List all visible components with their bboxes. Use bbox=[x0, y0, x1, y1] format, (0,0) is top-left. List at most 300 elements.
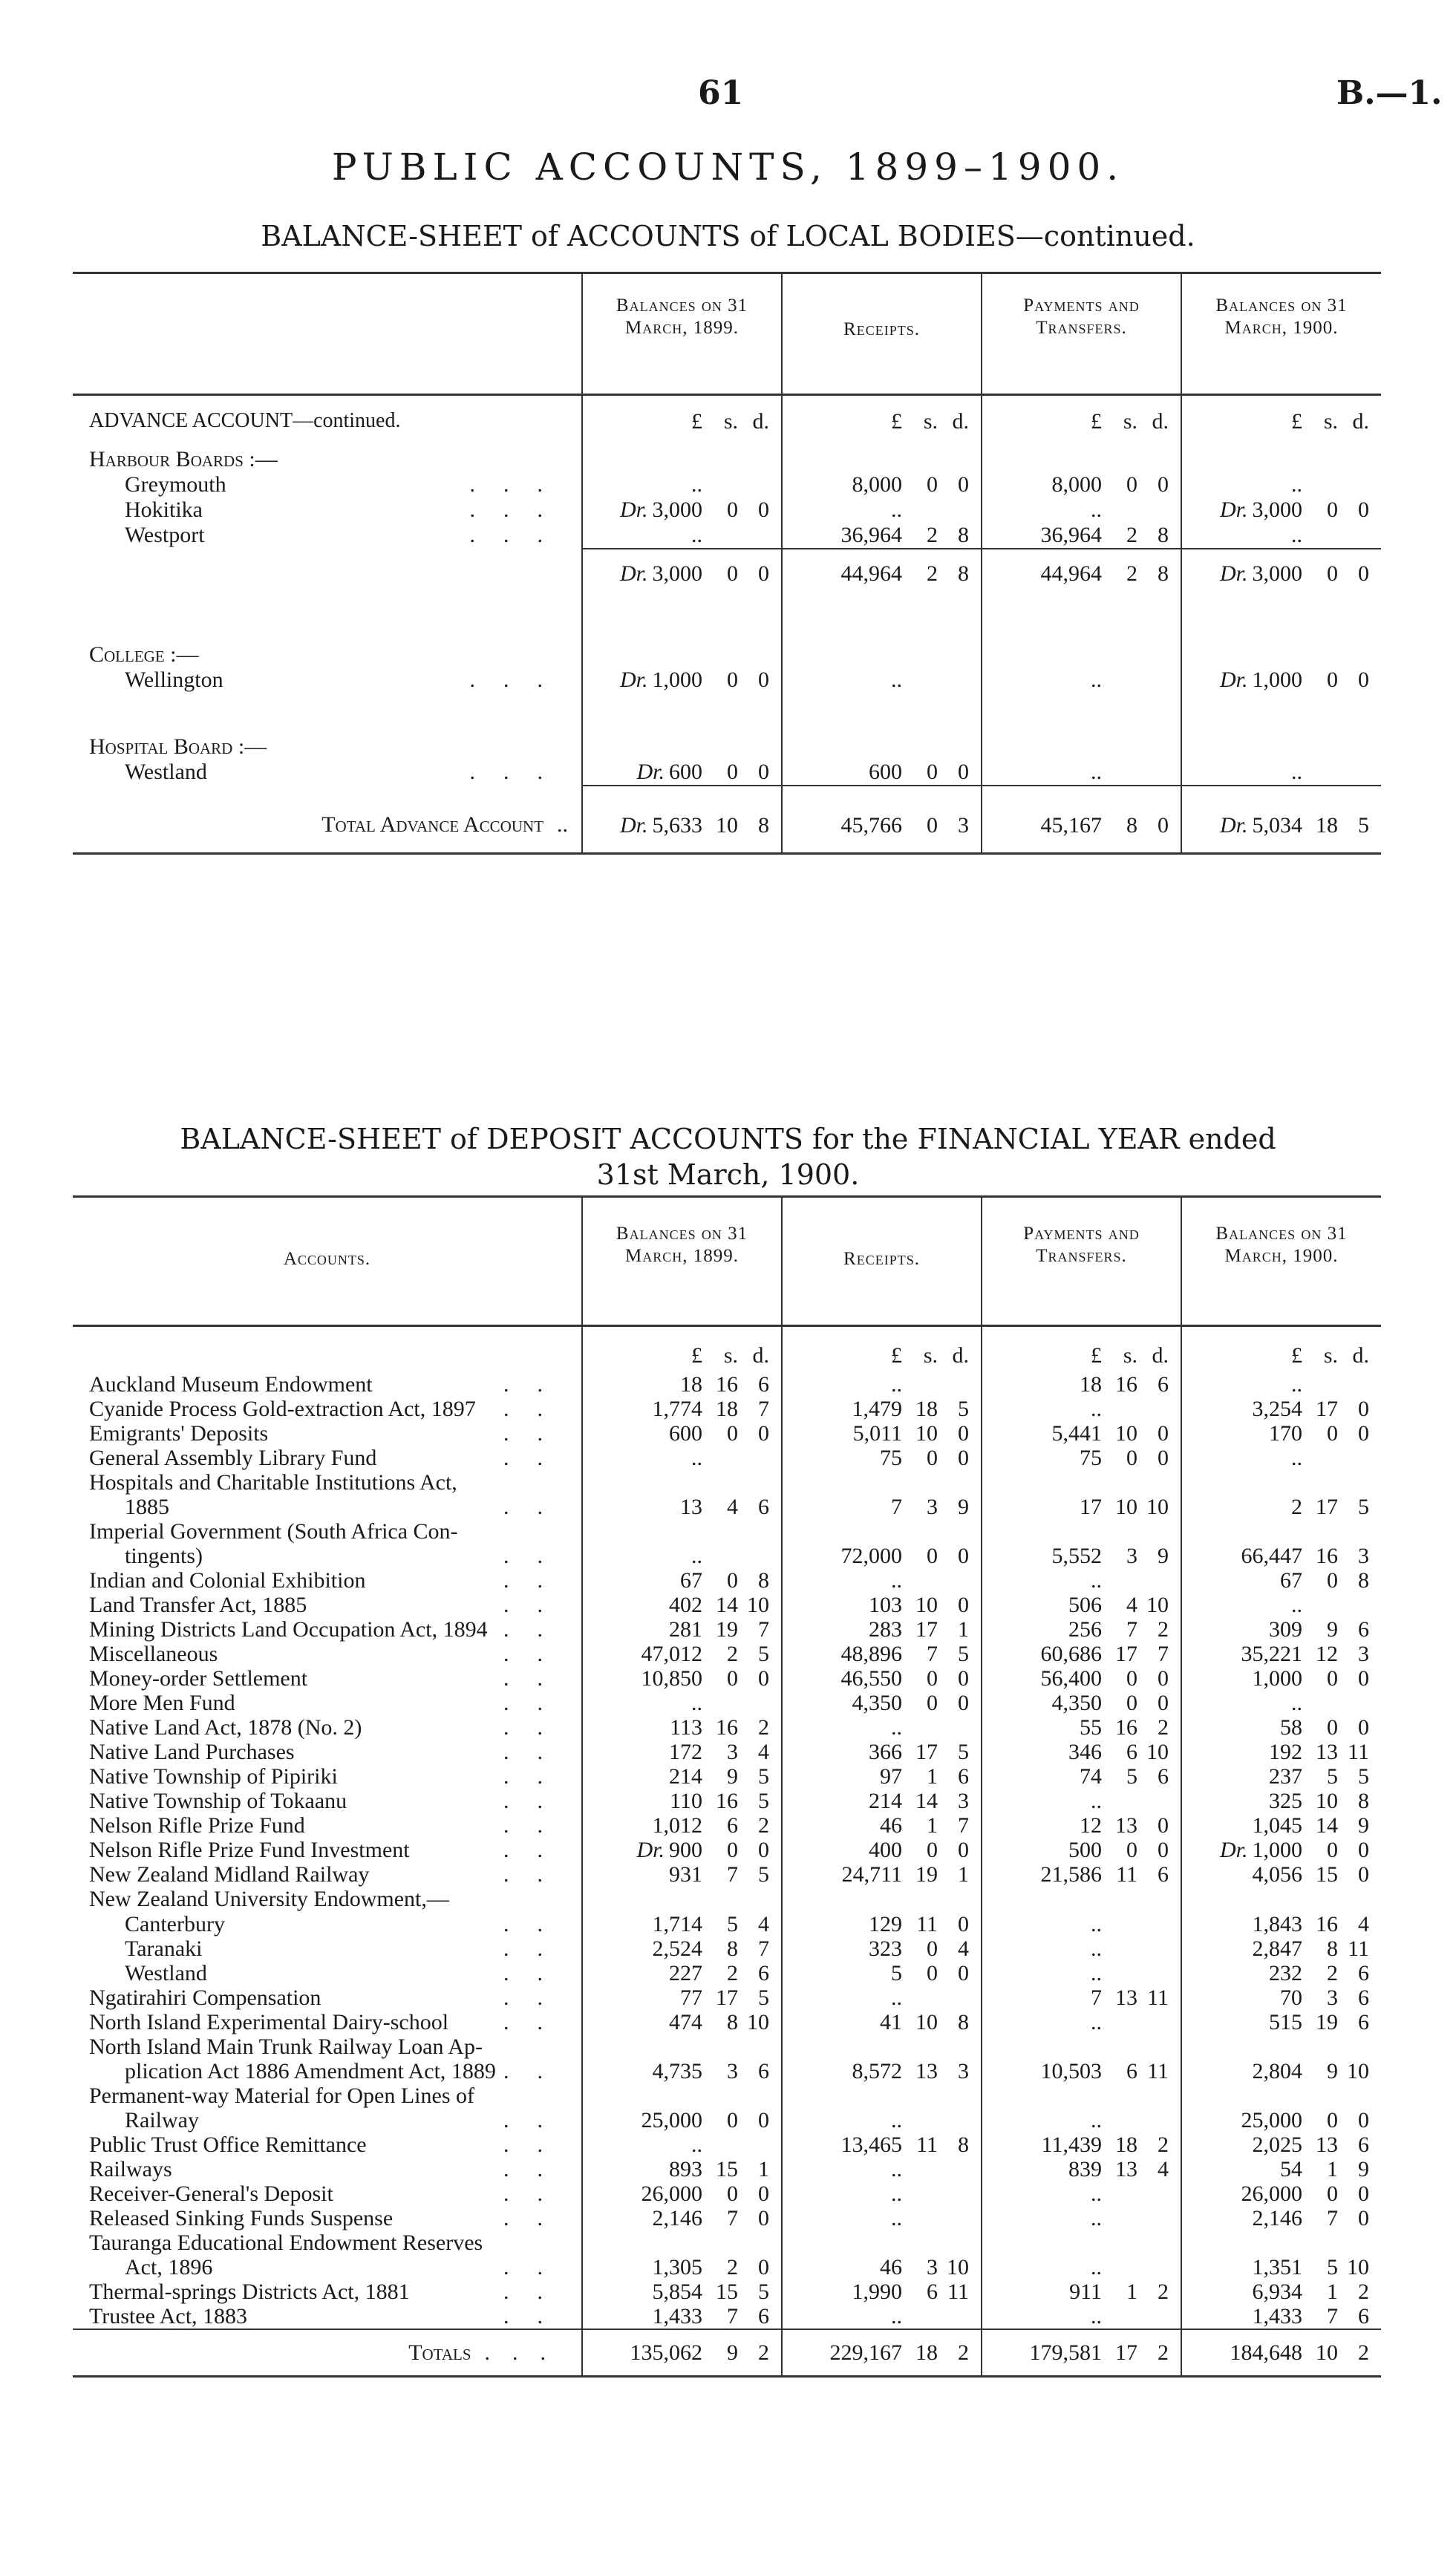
amount-pence: 5 bbox=[758, 1763, 769, 1789]
account-row bbox=[73, 668, 1381, 693]
amount-pence: 0 bbox=[958, 1690, 969, 1715]
amount bbox=[982, 2330, 1181, 2366]
amount bbox=[1182, 2010, 1381, 2034]
amount-pence: 0 bbox=[958, 1837, 969, 1862]
amount bbox=[583, 1862, 781, 1887]
amount-shillings: 2 bbox=[927, 561, 938, 586]
amount-shillings: 7 bbox=[1126, 1616, 1137, 1642]
account-row bbox=[73, 1617, 1381, 1642]
amount bbox=[982, 1666, 1181, 1691]
amount bbox=[1182, 549, 1381, 587]
amount-shillings: 17 bbox=[1115, 2340, 1137, 2365]
amount-pence bbox=[1137, 2304, 1169, 2329]
amount bbox=[982, 549, 1181, 587]
table2-heading bbox=[0, 1121, 1456, 1192]
amount-shillings: 0 bbox=[1327, 667, 1338, 692]
amount bbox=[583, 1985, 781, 2010]
amount bbox=[783, 1764, 981, 1789]
unit-pence: d. bbox=[1152, 409, 1169, 434]
section-row bbox=[73, 395, 1381, 438]
leader-dots: .. bbox=[503, 1420, 571, 1446]
amount-shillings: 0 bbox=[927, 1960, 938, 1985]
amount-pence: 0 bbox=[1358, 1861, 1369, 1887]
amount-shillings: 8 bbox=[727, 1936, 738, 1961]
amount-shillings: 2 bbox=[1126, 561, 1137, 586]
amount-pounds: 48,896 bbox=[840, 1641, 902, 1666]
amount-shillings: 0 bbox=[927, 812, 938, 838]
leader-dots: ... bbox=[469, 759, 571, 784]
amount bbox=[783, 1789, 981, 1813]
amount-pounds: Dr. 3,000 bbox=[1219, 561, 1302, 586]
amount-pence: 0 bbox=[1358, 1420, 1369, 1446]
amount-shillings: 6 bbox=[1126, 2058, 1137, 2083]
group-header-row bbox=[73, 438, 1381, 472]
leader-dots: .. bbox=[503, 1665, 571, 1691]
amount bbox=[1182, 1593, 1381, 1617]
amount-pounds: 46 bbox=[880, 2254, 902, 2279]
amount-pence: 6 bbox=[1358, 2009, 1369, 2034]
amount bbox=[982, 2108, 1181, 2132]
account-row bbox=[73, 1789, 1381, 1813]
amount bbox=[583, 1421, 781, 1446]
amount-shillings bbox=[702, 1544, 738, 1568]
amount bbox=[783, 2330, 981, 2366]
amount-pounds: 323 bbox=[869, 1936, 902, 1961]
account-row bbox=[73, 2230, 1381, 2279]
amount-pence: 0 bbox=[958, 1960, 969, 1985]
amount bbox=[583, 2304, 781, 2329]
amount-pounds: Dr. 3,000 bbox=[619, 497, 702, 522]
amount-pounds: .. bbox=[891, 1714, 902, 1740]
amount-pence: 0 bbox=[758, 2205, 769, 2230]
account-row bbox=[73, 1421, 1381, 1446]
amount-shillings: 11 bbox=[1116, 1861, 1137, 1887]
subtotal-row bbox=[73, 549, 1381, 598]
amount-shillings: 1 bbox=[1327, 2156, 1338, 2181]
amount-shillings bbox=[702, 2132, 738, 2157]
amount-pence: 10 bbox=[1146, 1739, 1169, 1764]
account-row bbox=[73, 2034, 1381, 2083]
amount-pence: 5 bbox=[758, 1641, 769, 1666]
amount-pounds: 366 bbox=[869, 1739, 902, 1764]
account-row bbox=[73, 472, 1381, 497]
amount-pence: 0 bbox=[1358, 497, 1369, 522]
amount-pence: 0 bbox=[758, 667, 769, 692]
amount-pence bbox=[1137, 2206, 1169, 2230]
amount-shillings: 10 bbox=[1115, 1420, 1137, 1446]
amount-pounds: 13 bbox=[680, 1494, 702, 1519]
account-row bbox=[73, 1764, 1381, 1789]
amount-pence bbox=[1137, 2255, 1169, 2279]
amount-pence: 7 bbox=[1158, 1641, 1169, 1666]
amount-pounds: 400 bbox=[869, 1837, 902, 1862]
amount-pence: 2 bbox=[1158, 1616, 1169, 1642]
account-name: Native Township of Tokaanu bbox=[89, 1788, 347, 1813]
amount bbox=[982, 1617, 1181, 1642]
account-row bbox=[73, 2132, 1381, 2157]
amount bbox=[583, 523, 781, 548]
amount-pounds: 2,025 bbox=[1252, 2132, 1302, 2157]
leader-dots: .. bbox=[503, 2107, 571, 2132]
amount-pence: 4 bbox=[1158, 2156, 1169, 2181]
amount-pence: 5 bbox=[958, 1641, 969, 1666]
amount-pence: 0 bbox=[1158, 1445, 1169, 1470]
debit-prefix: Dr. bbox=[619, 561, 648, 586]
account-row bbox=[73, 523, 1381, 549]
amount-pounds: 5,552 bbox=[1051, 1543, 1102, 1568]
amount bbox=[783, 472, 981, 497]
amount-pounds: 4,350 bbox=[852, 1690, 902, 1715]
amount-pounds: 506 bbox=[1068, 1592, 1102, 1617]
amount bbox=[982, 1715, 1181, 1740]
amount bbox=[583, 1617, 781, 1642]
amount-shillings bbox=[1102, 1789, 1137, 1813]
amount-pounds: .. bbox=[891, 2205, 902, 2230]
amount bbox=[783, 2132, 981, 2157]
amount-pence: 6 bbox=[758, 1371, 769, 1397]
account-name: Emigrants' Deposits bbox=[89, 1420, 269, 1446]
amount-pounds: 2,146 bbox=[1252, 2205, 1302, 2230]
amount-pence bbox=[1137, 668, 1169, 693]
amount-shillings: 0 bbox=[727, 1665, 738, 1691]
amount-pounds: 10,850 bbox=[641, 1665, 702, 1691]
unit-pence: d. bbox=[752, 409, 769, 434]
amount-pence: 8 bbox=[1158, 561, 1169, 586]
amount-pounds: 214 bbox=[869, 1788, 902, 1813]
account-row bbox=[73, 760, 1381, 786]
amount-shillings bbox=[1302, 1446, 1338, 1470]
amount-pounds: 6,934 bbox=[1252, 2279, 1302, 2304]
account-name: Trustee Act, 1883 bbox=[89, 2303, 248, 2329]
amount-pounds: 77 bbox=[680, 1985, 702, 2010]
amount-shillings: 0 bbox=[1327, 1420, 1338, 1446]
amount-shillings: 18 bbox=[915, 2340, 938, 2365]
amount-shillings: 3 bbox=[1126, 1543, 1137, 1568]
amount-shillings bbox=[902, 1568, 938, 1593]
account-name: Nelson Rifle Prize Fund Investment bbox=[89, 1837, 410, 1862]
amount-shillings: 0 bbox=[1126, 471, 1137, 497]
account-name: More Men Fund bbox=[89, 1690, 235, 1715]
unit-pounds: £ bbox=[891, 409, 902, 434]
amount-pence bbox=[938, 1985, 969, 2010]
amount-shillings: 13 bbox=[1115, 1812, 1137, 1838]
amount-pounds: 17 bbox=[1080, 1494, 1102, 1519]
amount-pounds: 60,686 bbox=[1040, 1641, 1102, 1666]
amount bbox=[783, 2157, 981, 2181]
amount-shillings: 0 bbox=[727, 759, 738, 784]
amount bbox=[583, 1936, 781, 1961]
amount-pence: 0 bbox=[958, 1543, 969, 1568]
amount-shillings: 17 bbox=[915, 1739, 938, 1764]
amount-shillings bbox=[902, 2304, 938, 2329]
amount-pence bbox=[738, 1691, 769, 1715]
leader-dots: .. bbox=[503, 1396, 571, 1421]
amount-pounds: 515 bbox=[1269, 2009, 1302, 2034]
amount-pounds: 54 bbox=[1280, 2156, 1302, 2181]
amount bbox=[783, 1740, 981, 1764]
amount-shillings: 5 bbox=[727, 1911, 738, 1936]
debit-prefix: Dr. bbox=[619, 497, 648, 522]
total-row bbox=[73, 786, 1381, 854]
amount-pounds: 25,000 bbox=[641, 2107, 702, 2132]
amount-shillings: 13 bbox=[915, 2058, 938, 2083]
amount bbox=[583, 2206, 781, 2230]
account-name-continued: 1885 bbox=[125, 1494, 169, 1519]
amount-shillings: 13 bbox=[1115, 1985, 1137, 2010]
amount-pounds: .. bbox=[891, 1567, 902, 1593]
amount-pounds: .. bbox=[1091, 759, 1102, 784]
amount-pence bbox=[1338, 760, 1369, 785]
amount-pounds: 135,062 bbox=[630, 2340, 702, 2365]
amount-pence: 3 bbox=[958, 812, 969, 838]
amount-shillings bbox=[902, 2108, 938, 2132]
amount-shillings bbox=[1302, 1372, 1338, 1397]
account-name: Taranaki bbox=[125, 1936, 203, 1961]
amount-pounds: 8,000 bbox=[1051, 471, 1102, 497]
amount bbox=[982, 1691, 1181, 1715]
amount-shillings bbox=[902, 2157, 938, 2181]
amount-pence bbox=[1137, 1568, 1169, 1593]
amount-shillings: 4 bbox=[727, 1494, 738, 1519]
unit-pounds: £ bbox=[891, 1343, 902, 1368]
amount bbox=[982, 1912, 1181, 1936]
amount-pounds: 74 bbox=[1080, 1763, 1102, 1789]
amount-shillings: 6 bbox=[927, 2279, 938, 2304]
leader-dots: .. bbox=[503, 2058, 571, 2083]
amount-pence: 7 bbox=[758, 1616, 769, 1642]
amount-shillings bbox=[702, 1446, 738, 1470]
amount-pence: 0 bbox=[758, 2254, 769, 2279]
amount bbox=[1182, 1764, 1381, 1789]
account-name: Westport bbox=[125, 522, 205, 547]
amount-pounds: 911 bbox=[1069, 2279, 1102, 2304]
unit-pence: d. bbox=[1352, 409, 1369, 434]
amount bbox=[1182, 1740, 1381, 1764]
amount-pounds: 256 bbox=[1068, 1616, 1102, 1642]
amount-shillings: 7 bbox=[727, 2303, 738, 2329]
amount-pence: 6 bbox=[1358, 2132, 1369, 2157]
amount-pounds: 2,524 bbox=[652, 1936, 702, 1961]
amount-pence: 11 bbox=[1147, 1985, 1169, 2010]
leader-dots: .. bbox=[503, 1445, 571, 1470]
amount-shillings: 10 bbox=[1115, 1494, 1137, 1519]
unit-shillings: s. bbox=[1123, 1343, 1137, 1368]
deposit-accounts-balance-sheet bbox=[73, 1195, 1381, 2378]
leader-dots: .. bbox=[503, 1812, 571, 1838]
unit-pence: d. bbox=[952, 409, 969, 434]
col-header-payments: Payments and Transfers. bbox=[1023, 296, 1140, 338]
amount-pence bbox=[1137, 1789, 1169, 1813]
account-name: Receiver-General's Deposit bbox=[89, 2181, 333, 2206]
account-row bbox=[73, 1985, 1381, 2010]
account-name-continued: tingents) bbox=[125, 1543, 203, 1568]
leader-dots: .. bbox=[503, 1837, 571, 1862]
amount-pence: 6 bbox=[1158, 1371, 1169, 1397]
amount-shillings bbox=[1102, 2255, 1137, 2279]
amount-pence: 6 bbox=[758, 1494, 769, 1519]
amount bbox=[583, 549, 781, 587]
amount-shillings: 16 bbox=[716, 1371, 738, 1397]
amount-shillings: 4 bbox=[1126, 1592, 1137, 1617]
amount-shillings bbox=[1102, 760, 1137, 785]
amount-shillings: 0 bbox=[727, 1420, 738, 1446]
leader-dots: .. bbox=[503, 1567, 571, 1593]
amount bbox=[1182, 1617, 1381, 1642]
account-name: Released Sinking Funds Suspense bbox=[89, 2205, 394, 2230]
amount bbox=[1182, 1838, 1381, 1862]
debit-prefix: Dr. bbox=[1219, 561, 1248, 586]
amount bbox=[982, 1397, 1181, 1421]
amount-pounds: 67 bbox=[1280, 1567, 1302, 1593]
amount bbox=[1182, 1715, 1381, 1740]
amount-shillings: 16 bbox=[716, 1788, 738, 1813]
amount bbox=[1182, 1372, 1381, 1397]
leader-dots: .. bbox=[503, 2181, 571, 2206]
amount-pence bbox=[1137, 1961, 1169, 1985]
amount-pence: 6 bbox=[1358, 1616, 1369, 1642]
amount bbox=[1182, 668, 1381, 693]
amount-pence bbox=[938, 2157, 969, 2181]
amount-shillings: 7 bbox=[727, 2205, 738, 2230]
account-row bbox=[73, 2181, 1381, 2206]
account-name: Land Transfer Act, 1885 bbox=[89, 1592, 307, 1617]
amount-pence: 1 bbox=[758, 2156, 769, 2181]
amount-pence: 0 bbox=[1358, 1714, 1369, 1740]
amount bbox=[982, 2279, 1181, 2304]
amount-pounds: 325 bbox=[1269, 1788, 1302, 1813]
amount-pounds: 5,011 bbox=[852, 1420, 902, 1446]
amount-shillings: 7 bbox=[1327, 2303, 1338, 2329]
amount bbox=[1182, 497, 1381, 523]
amount bbox=[583, 786, 781, 838]
amount-pence bbox=[738, 1446, 769, 1470]
amount-pence: 0 bbox=[758, 1837, 769, 1862]
amount-shillings bbox=[1302, 1593, 1338, 1617]
amount-shillings: 3 bbox=[927, 1494, 938, 1519]
group-label: Harbour Boards :— bbox=[89, 446, 278, 471]
debit-prefix: Dr. bbox=[636, 759, 665, 784]
amount-pence: 9 bbox=[1358, 2156, 1369, 2181]
amount-shillings: 17 bbox=[1115, 1641, 1137, 1666]
amount-pounds: .. bbox=[691, 1543, 702, 1568]
amount-pounds: .. bbox=[1091, 1936, 1102, 1961]
unit-shillings: s. bbox=[723, 409, 738, 434]
amount-pounds: .. bbox=[1091, 1960, 1102, 1985]
amount bbox=[982, 1862, 1181, 1887]
amount-pounds: Dr. 5,633 bbox=[619, 812, 702, 838]
page-number: 61 bbox=[698, 74, 744, 112]
amount-pence: 0 bbox=[758, 2107, 769, 2132]
amount-pounds: 12 bbox=[1080, 1812, 1102, 1838]
amount-pounds: 7 bbox=[1091, 1985, 1102, 2010]
amount-pounds: .. bbox=[1091, 2254, 1102, 2279]
unit-pounds: £ bbox=[1291, 1343, 1302, 1368]
amount-pence: 0 bbox=[758, 497, 769, 522]
amount-pence bbox=[938, 2304, 969, 2329]
account-row bbox=[73, 1568, 1381, 1593]
amount-shillings: 1 bbox=[1327, 2279, 1338, 2304]
debit-prefix: Dr. bbox=[619, 667, 648, 692]
amount bbox=[1182, 1544, 1381, 1568]
amount bbox=[1182, 1936, 1381, 1961]
account-name-continued: plication Act 1886 Amendment Act, 1889 bbox=[125, 2058, 496, 2083]
leader-dots: .. bbox=[503, 1985, 571, 2010]
unit-pounds: £ bbox=[1091, 409, 1102, 434]
amount-shillings: 15 bbox=[1316, 1861, 1338, 1887]
amount bbox=[982, 1813, 1181, 1838]
amount-shillings: 10 bbox=[915, 1420, 938, 1446]
amount-shillings: 5 bbox=[1327, 1763, 1338, 1789]
amount bbox=[783, 2304, 981, 2329]
amount bbox=[583, 1691, 781, 1715]
amount-shillings: 18 bbox=[716, 1396, 738, 1421]
amount-shillings bbox=[1302, 1691, 1338, 1715]
amount-shillings: 0 bbox=[1126, 1445, 1137, 1470]
amount-shillings: 16 bbox=[1115, 1714, 1137, 1740]
amount-pence: 0 bbox=[1158, 471, 1169, 497]
col-header-balances-1899: Balances on 31 March, 1899. bbox=[616, 296, 748, 338]
amount-shillings: 0 bbox=[927, 759, 938, 784]
table2-heading-line2: 31st March, 1900. bbox=[596, 1158, 860, 1191]
amount bbox=[1182, 2279, 1381, 2304]
amount-pence bbox=[1338, 523, 1369, 548]
amount bbox=[783, 1617, 981, 1642]
amount-shillings bbox=[1102, 2108, 1137, 2132]
amount-pounds: 4,350 bbox=[1051, 1690, 1102, 1715]
amount-shillings: 0 bbox=[1327, 2107, 1338, 2132]
amount-pounds: .. bbox=[691, 1690, 702, 1715]
amount bbox=[1182, 2255, 1381, 2279]
amount-pounds: 309 bbox=[1269, 1616, 1302, 1642]
amount bbox=[982, 2255, 1181, 2279]
leader-dots: .. bbox=[503, 1592, 571, 1617]
amount-pounds: 500 bbox=[1068, 1837, 1102, 1862]
amount bbox=[982, 1568, 1181, 1593]
amount bbox=[982, 1961, 1181, 1985]
amount-pounds: 113 bbox=[670, 1714, 702, 1740]
amount-pounds: .. bbox=[1291, 1445, 1302, 1470]
amount-pence: 0 bbox=[758, 1420, 769, 1446]
amount bbox=[783, 2108, 981, 2132]
amount-pence bbox=[738, 2132, 769, 2157]
amount-pounds: 229,167 bbox=[829, 2340, 902, 2365]
amount-pounds: 110 bbox=[670, 1788, 702, 1813]
col-header-receipts: Receipts. bbox=[843, 1249, 920, 1269]
leader-dots: .. bbox=[503, 1763, 571, 1789]
amount-shillings bbox=[1102, 2304, 1137, 2329]
amount-pounds: .. bbox=[891, 1985, 902, 2010]
amount-shillings: 0 bbox=[1126, 1665, 1137, 1691]
amount-pounds: 474 bbox=[669, 2009, 702, 2034]
amount bbox=[783, 2279, 981, 2304]
amount-pounds: 72,000 bbox=[840, 1543, 902, 1568]
amount-pence: 6 bbox=[758, 2058, 769, 2083]
leader-dots: .. bbox=[557, 812, 568, 837]
amount-pence: 5 bbox=[1358, 1494, 1369, 1519]
leader-dots: ... bbox=[484, 2340, 568, 2365]
amount-pounds: 283 bbox=[869, 1616, 902, 1642]
amount-pence bbox=[1137, 1397, 1169, 1421]
amount-shillings bbox=[1102, 1397, 1137, 1421]
unit-pounds: £ bbox=[691, 1343, 702, 1368]
amount bbox=[583, 1666, 781, 1691]
amount-pence: 11 bbox=[947, 2279, 969, 2304]
amount-pounds: 227 bbox=[669, 1960, 702, 1985]
amount-pence: 0 bbox=[1158, 1665, 1169, 1691]
amount-shillings bbox=[1102, 2010, 1137, 2034]
amount-pence: 10 bbox=[1146, 1592, 1169, 1617]
amount-pounds: .. bbox=[891, 667, 902, 692]
